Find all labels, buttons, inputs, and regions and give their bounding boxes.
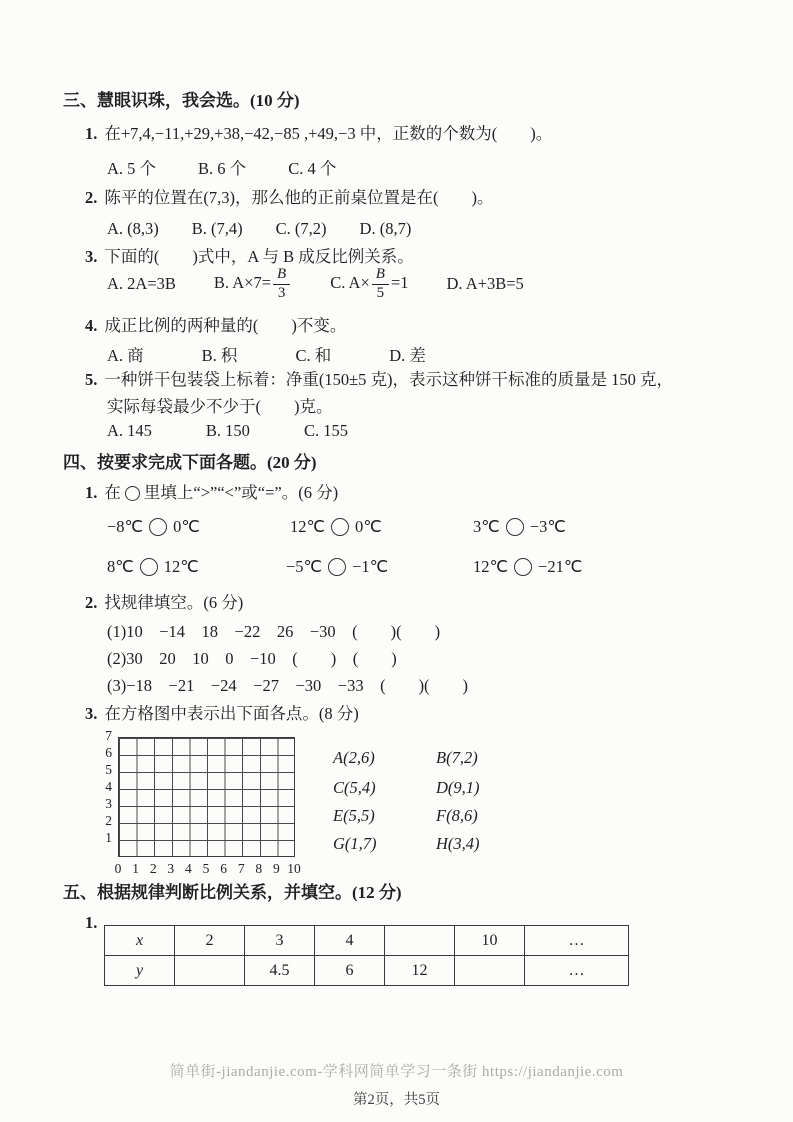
s3-q1-stem: 在+7,4,−11,+29,+38,−42,−85 ,+49,−3 中，正数的个数为( )。 <box>104 124 553 143</box>
x-axis-label: 9 <box>273 861 280 876</box>
s3-q4-number: 4. <box>85 316 98 335</box>
s4-q1-stem-pre: 在 <box>104 483 121 502</box>
fraction-b-over-3 <box>273 267 290 302</box>
table-cell: 10 <box>455 926 525 956</box>
option-d: D. 差 <box>389 346 426 365</box>
s3-q1-options <box>107 155 336 179</box>
fraction-b-over-5 <box>372 267 389 302</box>
s3-q4-stem: 成正比例的两种量的( )不变。 <box>104 316 347 335</box>
compare-item-6 <box>473 557 582 577</box>
s3-q4 <box>85 315 346 337</box>
table-cell: 2 <box>175 926 245 956</box>
compare-right: 0℃ <box>355 517 382 536</box>
s3-q2-number: 2. <box>85 188 98 207</box>
table-cell: … <box>525 956 629 986</box>
fraction-numerator: B <box>273 267 290 285</box>
point-b: B(7,2) <box>436 748 478 767</box>
x-axis-label: 10 <box>287 861 301 876</box>
s3-q1-number: 1. <box>85 124 98 143</box>
option-a: A. 5 个 <box>107 159 157 178</box>
x-axis-label: 0 <box>114 861 122 876</box>
option-b: B. 150 <box>205 421 250 440</box>
answer-circle-icon <box>514 558 532 576</box>
option-b-prefix: B. A×7= <box>213 272 272 292</box>
s4-q1-stem-post: 里填上“>”“<”或“=”。(6 分) <box>143 483 339 502</box>
option-c: C. 155 <box>303 421 348 440</box>
table-cell: x <box>105 926 175 956</box>
point-d: D(9,1) <box>436 778 480 797</box>
table-cell: … <box>525 926 629 956</box>
table-cell: 4.5 <box>245 956 315 986</box>
page-number: 第2页，共5页 <box>353 1092 440 1108</box>
table-cell: 4 <box>315 926 385 956</box>
answer-circle-icon <box>331 518 349 536</box>
option-b: B. 6 个 <box>198 159 247 178</box>
y-axis-label: 7 <box>105 728 112 743</box>
fraction-numerator: B <box>372 267 389 285</box>
compare-item-5 <box>286 557 388 577</box>
points-row <box>333 834 480 854</box>
x-axis-label: 2 <box>149 861 157 876</box>
y-axis-label: 1 <box>105 830 112 845</box>
y-axis-label: 6 <box>105 745 112 760</box>
table-cell-blank <box>455 956 525 986</box>
section4-title: 四、按要求完成下面各题。(20 分) <box>63 453 317 472</box>
y-axis-label: 3 <box>105 796 112 811</box>
y-axis-label: 2 <box>105 813 112 828</box>
s5-item-number: 1. <box>85 913 98 932</box>
option-b <box>214 267 292 302</box>
option-c <box>330 267 408 302</box>
s3-q2 <box>85 187 493 209</box>
y-axis-label: 4 <box>105 779 112 794</box>
x-axis-label: 3 <box>167 861 175 876</box>
s4-q2-stem: 找规律填空。(6 分) <box>104 593 244 612</box>
blank-circle-icon <box>125 486 140 501</box>
compare-right: 12℃ <box>163 557 199 576</box>
s4-q3 <box>85 703 359 725</box>
footer-site-link: 简单街-jiandanjie.com-学科网简单学习一条街 https://jiandanjie.com <box>169 1064 624 1080</box>
compare-left: 12℃ <box>290 517 326 536</box>
table-cell: 3 <box>245 926 315 956</box>
x-axis-label: 1 <box>132 861 139 876</box>
s3-q4-options <box>107 342 426 366</box>
compare-left: −5℃ <box>286 557 323 576</box>
compare-item-3 <box>473 517 566 537</box>
answer-circle-icon <box>506 518 524 536</box>
fraction-denominator: 5 <box>376 284 385 301</box>
compare-item-1 <box>107 517 200 537</box>
option-a: A. 145 <box>107 421 152 440</box>
s3-q3-options <box>107 266 524 302</box>
option-c: C. (7,2) <box>275 219 327 238</box>
s3-q3 <box>85 246 414 268</box>
compare-right: 0℃ <box>173 517 200 536</box>
points-row <box>333 748 478 768</box>
s3-q3-stem: 下面的( )式中，A 与 B 成反比例关系。 <box>104 247 414 266</box>
answer-circle-icon <box>328 558 346 576</box>
option-d: D. A+3B=5 <box>446 274 524 293</box>
compare-left: 12℃ <box>473 557 509 576</box>
s3-q5 <box>85 369 673 391</box>
fraction-denominator: 3 <box>277 284 286 301</box>
s4-q3-number: 3. <box>85 704 98 723</box>
compare-left: 3℃ <box>473 517 500 536</box>
point-c: C(5,4) <box>333 778 376 797</box>
compare-left: −8℃ <box>107 517 144 536</box>
option-a: A. 商 <box>107 346 144 365</box>
compare-item-4 <box>107 557 199 577</box>
s3-q5-number: 5. <box>85 370 98 389</box>
table-cell-blank <box>385 926 455 956</box>
s4-q1 <box>85 482 338 504</box>
sequence-2: (2)30 20 10 0 −10 ( ) ( ) <box>107 649 397 668</box>
compare-item-2 <box>290 517 382 537</box>
s3-q2-options <box>107 219 411 239</box>
compare-left: 8℃ <box>107 557 134 576</box>
coordinate-grid <box>105 728 301 876</box>
sequence-1: (1)10 −14 18 −22 26 −30 ( )( ) <box>107 622 441 641</box>
s3-q5-stem-line1: 一种饼干包装袋上标着：净重(150±5 克)，表示这种饼干标准的质量是 150 克， <box>104 370 674 389</box>
option-c: C. 4 个 <box>288 159 337 178</box>
s3-q1 <box>85 123 552 145</box>
point-h: H(3,4) <box>436 834 480 853</box>
option-b: B. (7,4) <box>191 219 243 238</box>
option-a: A. (8,3) <box>107 219 159 238</box>
y-axis-label: 5 <box>105 762 112 777</box>
compare-right: −1℃ <box>352 557 389 576</box>
points-row <box>333 778 480 798</box>
s4-q2 <box>85 592 243 614</box>
grid-lines <box>118 737 295 857</box>
option-c-suffix: =1 <box>390 272 409 292</box>
point-f: F(8,6) <box>436 806 478 825</box>
s3-q2-stem: 陈平的位置在(7,3)，那么他的正前桌位置是在( )。 <box>104 188 494 207</box>
option-c-prefix: C. A× <box>330 272 370 292</box>
point-a: A(2,6) <box>333 748 375 767</box>
table-cell: 12 <box>385 956 455 986</box>
option-c: C. 和 <box>295 346 332 365</box>
points-row <box>333 806 478 826</box>
table-row-y <box>105 956 629 986</box>
compare-right: −3℃ <box>529 517 566 536</box>
option-b: B. 积 <box>201 346 238 365</box>
x-axis-label: 6 <box>220 861 227 876</box>
s4-q2-number: 2. <box>85 593 98 612</box>
option-d: D. (8,7) <box>359 219 412 238</box>
section5-title: 五、根据规律判断比例关系，并填空。(12 分) <box>63 883 402 902</box>
table-cell-blank <box>175 956 245 986</box>
answer-circle-icon <box>140 558 158 576</box>
point-g: G(1,7) <box>333 834 377 853</box>
point-e: E(5,5) <box>333 806 375 825</box>
x-axis-label: 8 <box>255 861 263 876</box>
table-cell: 6 <box>315 956 385 986</box>
s3-q3-number: 3. <box>85 247 98 266</box>
x-axis-label: 7 <box>237 861 245 876</box>
proportion-table <box>104 925 629 986</box>
answer-circle-icon <box>149 518 167 536</box>
section3-title: 三、慧眼识珠，我会选。(10 分) <box>63 91 300 110</box>
option-a: A. 2A=3B <box>107 274 176 293</box>
s4-q1-number: 1. <box>85 483 98 502</box>
compare-right: −21℃ <box>538 557 583 576</box>
sequence-3: (3)−18 −21 −24 −27 −30 −33 ( )( ) <box>107 676 469 695</box>
s4-q3-stem: 在方格图中表示出下面各点。(8 分) <box>104 704 359 723</box>
s3-q5-stem-line2: 实际每袋最少不少于( )克。 <box>107 397 333 416</box>
table-cell: y <box>105 956 175 986</box>
x-axis-label: 4 <box>185 861 192 876</box>
table-row-x <box>105 926 629 956</box>
s3-q5-options <box>107 421 348 441</box>
x-axis-label: 5 <box>202 861 210 876</box>
